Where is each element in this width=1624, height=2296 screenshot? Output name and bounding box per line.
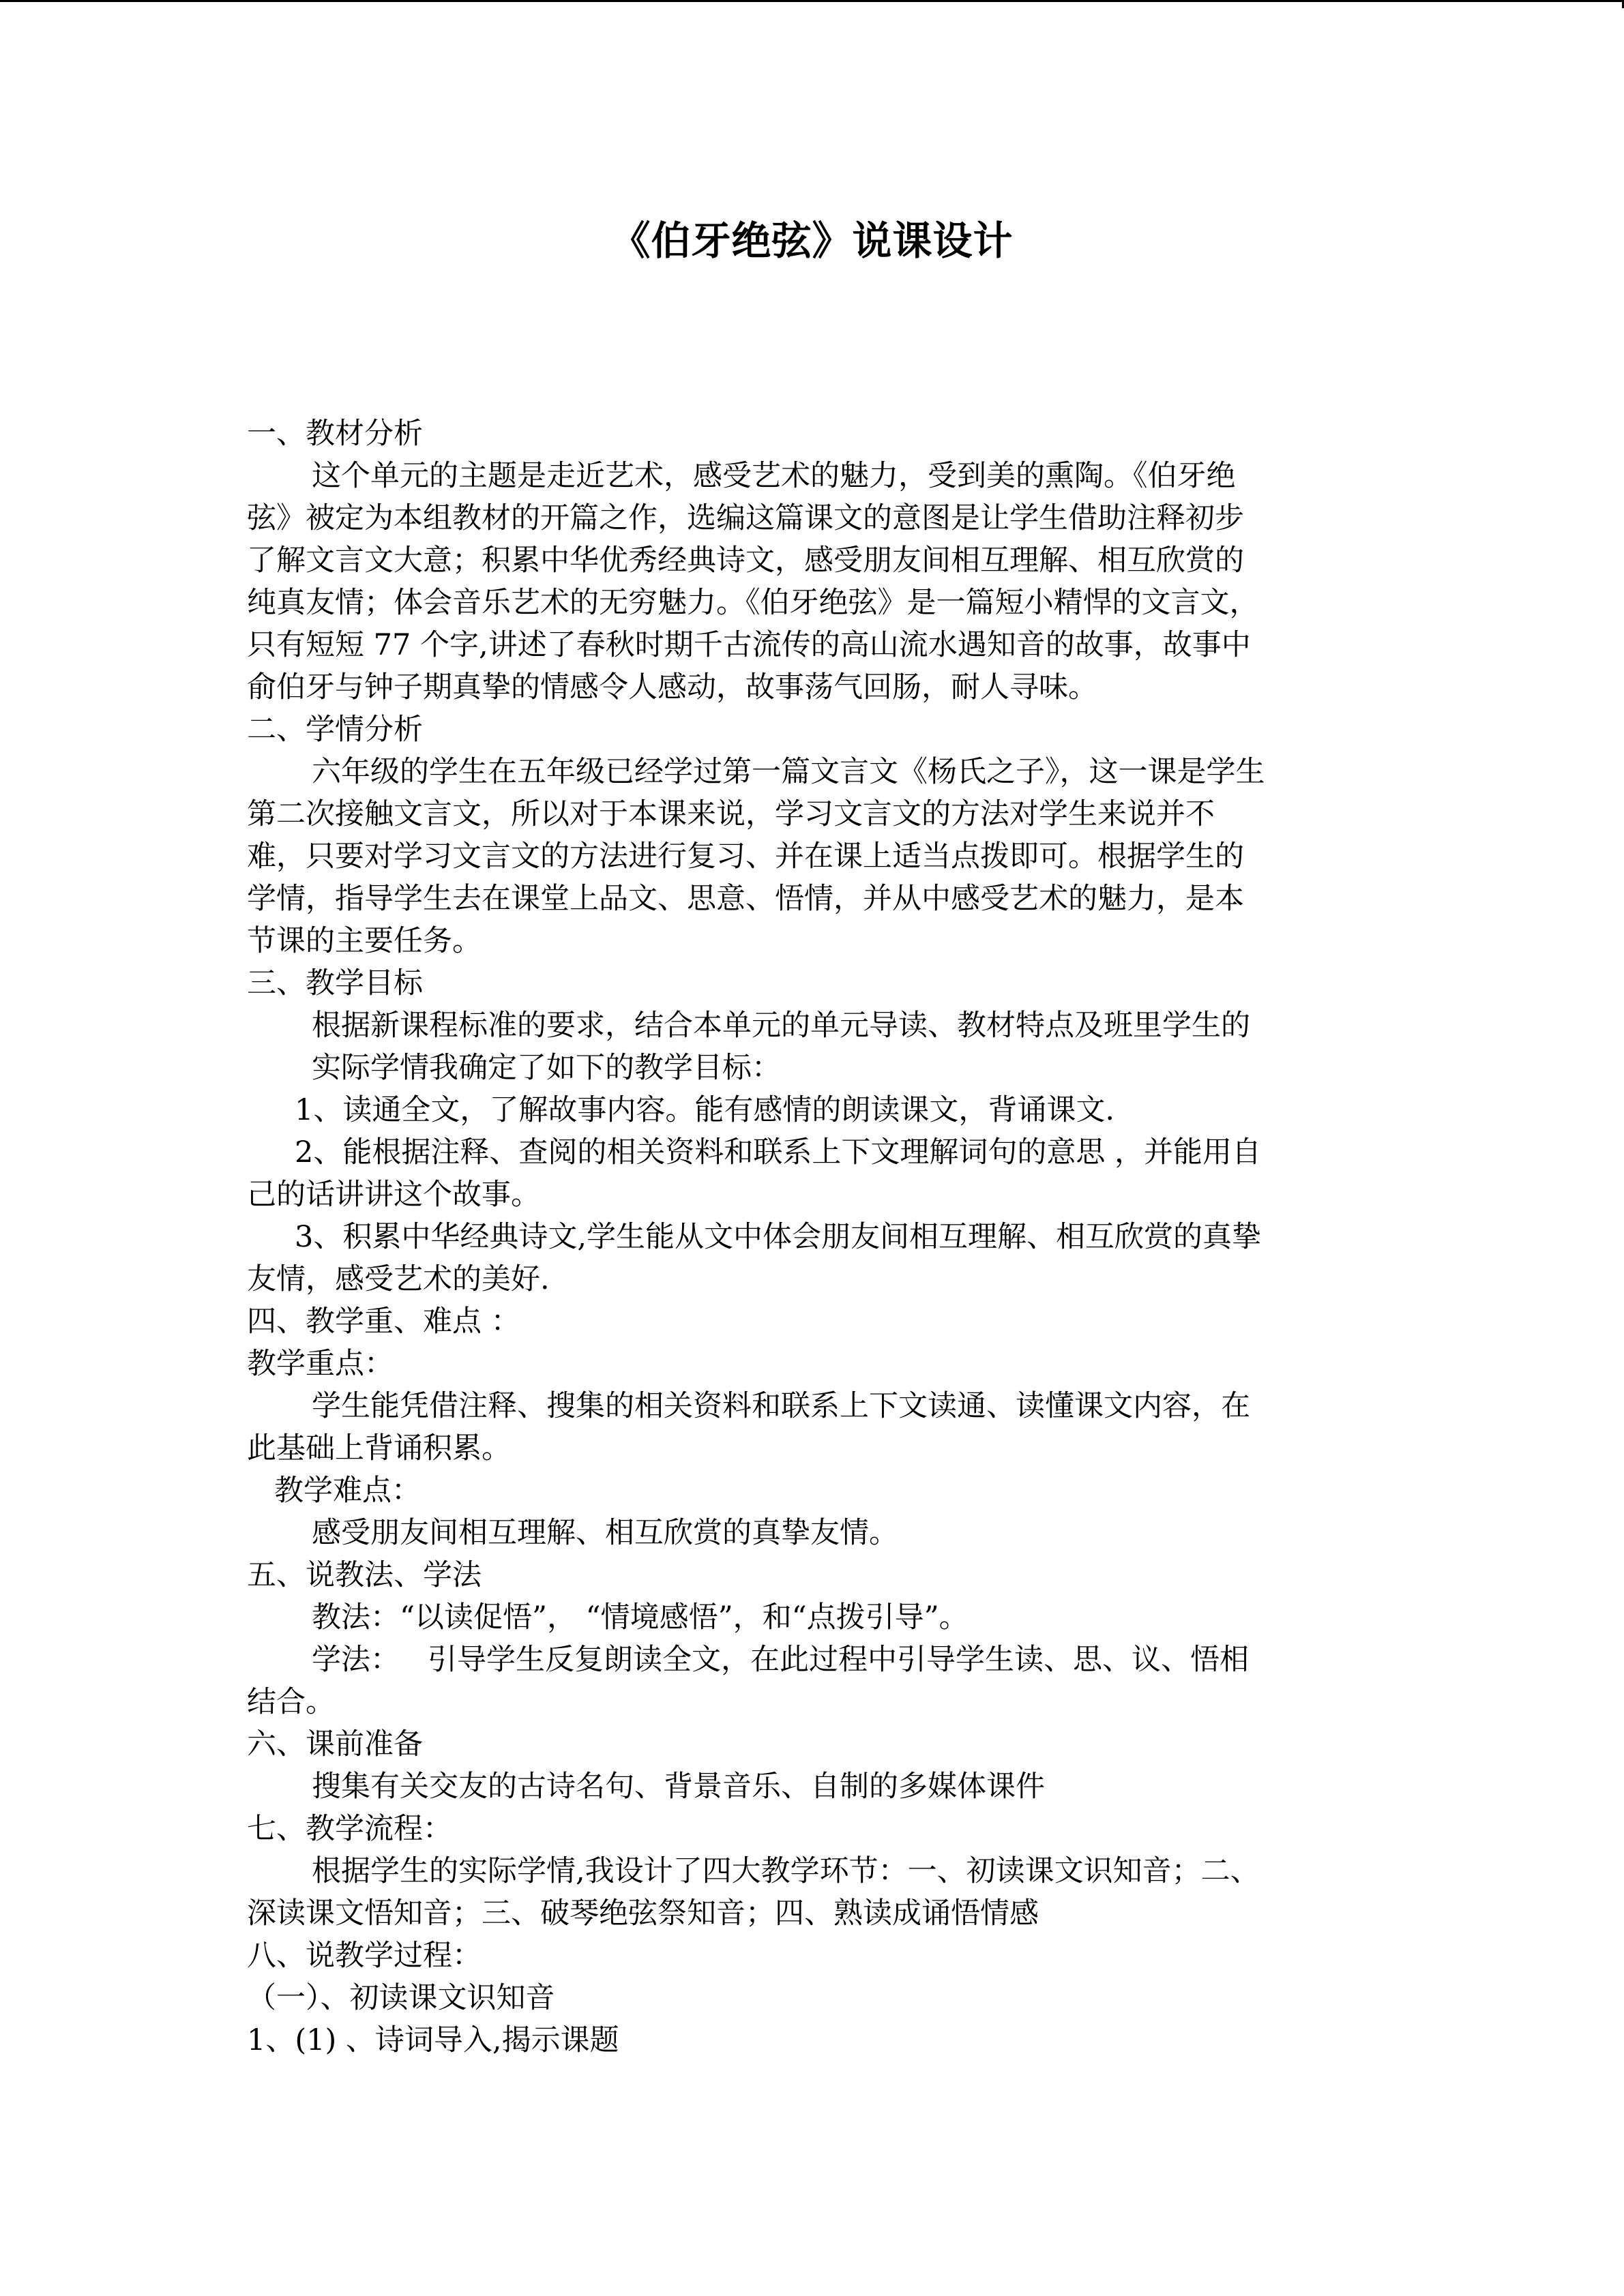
text-line: 难，只要对学习文言文的方法进行复习、并在课上适当点拨即可。根据学生的 (247, 839, 1244, 874)
text-line: 深读课文悟知音；三、破琴绝弦祭知音；四、熟读成诵悟情感 (247, 1896, 1039, 1930)
text-line: 二、学情分析 (247, 713, 423, 747)
text-line: 实际学情我确定了如下的教学目标： (312, 1051, 781, 1085)
text-line: 第二次接触文言文，所以对于本课来说，学习文言文的方法对学生来说并不 (247, 797, 1215, 831)
text-line: 只有短短 77 个字,讲述了春秋时期千古流传的高山流水遇知音的故事，故事中 (247, 628, 1251, 662)
text-line: 友情，感受艺术的美好. (247, 1262, 550, 1296)
text-line: 八、说教学过程： (247, 1939, 482, 1973)
text-line: 1、(1) 、诗词导入,揭示课题 (247, 2023, 619, 2057)
text-line: 六、课前准备 (247, 1727, 423, 1761)
text-line: 俞伯牙与钟子期真挚的情感令人感动，故事荡气回肠，耐人寻味。 (247, 670, 1097, 704)
text-line: 结合。 (247, 1685, 335, 1719)
text-line: 了解文言文大意；积累中华优秀经典诗文，感受朋友间相互理解、相互欣赏的 (247, 543, 1244, 578)
document-title: 《伯牙绝弦》说课设计 (610, 218, 1014, 264)
text-line: 学情，指导学生去在课堂上品文、思意、悟情，并从中感受艺术的魅力，是本 (247, 882, 1244, 916)
text-line: 四、教学重、难点 ： (247, 1304, 520, 1339)
text-line: 弦》被定为本组教材的开篇之作，选编这篇课文的意图是让学生借助注释初步 (247, 501, 1244, 535)
text-line: 这个单元的主题是走近艺术，感受艺术的魅力，受到美的熏陶。《伯牙绝 (312, 459, 1236, 493)
text-line: 学法： 引导学生反复朗读全文，在此过程中引导学生读、思、议、悟相 (312, 1643, 1250, 1677)
text-line: （一）、初读课文识知音 (247, 1981, 555, 2015)
text-line: 根据学生的实际学情,我设计了四大教学环节：一、初读课文识知音；二、 (312, 1854, 1260, 1888)
text-line: 纯真友情；体会音乐艺术的无穷魅力。《伯牙绝弦》是一篇短小精悍的文言文， (247, 586, 1259, 620)
text-line: 学生能凭借注释、搜集的相关资料和联系上下文读通、读懂课文内容，在 (312, 1389, 1250, 1423)
text-line: 教学重点： (247, 1347, 394, 1381)
text-line: 根据新课程标准的要求，结合本单元的单元导读、教材特点及班里学生的 (312, 1009, 1250, 1043)
text-line: 三、教学目标 (247, 966, 423, 1000)
text-line: 一、教材分析 (247, 417, 423, 451)
text-line: 七、教学流程： (247, 1812, 452, 1846)
page-top-border (0, 0, 1624, 2)
text-line: 3、积累中华经典诗文,学生能从文中体会朋友间相互理解、相互欣赏的真挚 (295, 1220, 1262, 1254)
text-line: 教学难点： (274, 1474, 421, 1508)
text-line: 教法：“以读促悟”， “情境感悟”，和“点拨引导”。 (312, 1600, 969, 1635)
text-line: 己的话讲讲这个故事。 (247, 1178, 540, 1212)
text-line: 此基础上背诵积累。 (247, 1431, 511, 1465)
text-line: 五、说教法、学法 (247, 1558, 482, 1592)
text-line: 2、能根据注释、查阅的相关资料和联系上下文理解词句的意思 ，并能用自 (295, 1135, 1262, 1169)
text-line: 节课的主要任务。 (247, 924, 482, 958)
document-body (247, 413, 1379, 2061)
text-line: 搜集有关交友的古诗名句、背景音乐、自制的多媒体课件 (312, 1770, 1045, 1804)
text-line: 1、读通全文，了解故事内容。能有感情的朗读课文，背诵课文. (295, 1093, 1115, 1127)
text-line: 六年级的学生在五年级已经学过第一篇文言文《杨氏之子》，这一课是学生 (312, 755, 1265, 789)
text-line: 感受朋友间相互理解、相互欣赏的真挚友情。 (312, 1516, 898, 1550)
